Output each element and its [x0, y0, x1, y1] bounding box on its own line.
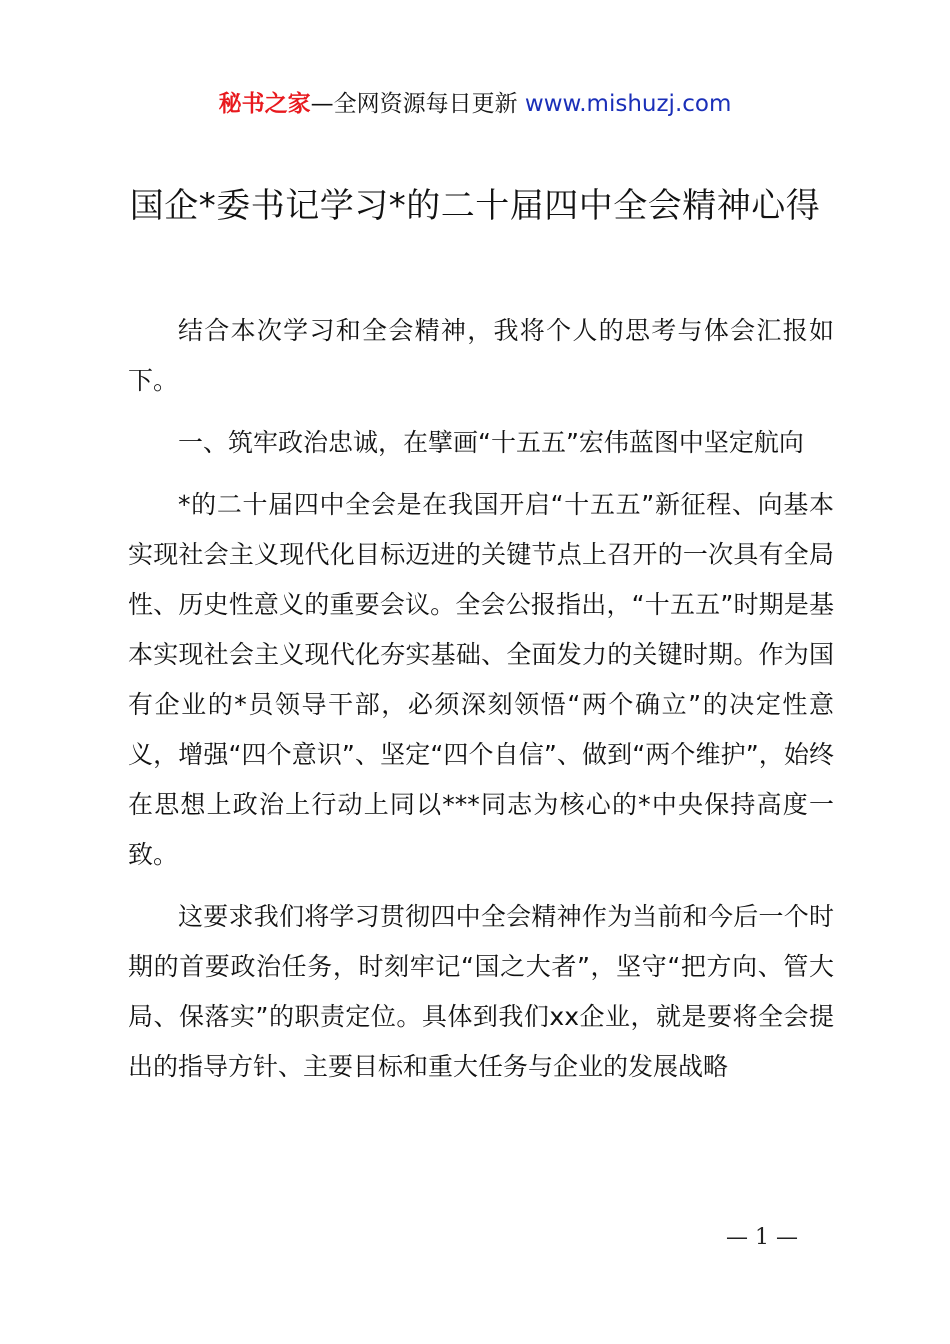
- document-title: 国企*委书记学习*的二十届四中全会精神心得: [129, 186, 821, 226]
- page-number: — 1 —: [726, 1225, 798, 1250]
- body-paragraph: 这要求我们将学习贯彻四中全会精神作为当前和今后一个时期的首要政治任务，时刻牢记“国之大者”，坚守“把方向、管大局、保落实”的职责定位。具体到我们xx企业，就是要将全会提出的指导方针、主要目标和重大任务与企业的发展战略: [128, 902, 834, 1081]
- brand-name: 秘书之家: [218, 91, 311, 117]
- site-url: www.mishuzj.com: [524, 91, 732, 117]
- body-paragraph: *的二十届四中全会是在我国开启“十五五”新征程、向基本实现社会主义现代化目标迈进的关键节点上召开的一次具有全局性、历史性意义的重要会议。全会公报指出，“十五五”时期是基本实现社会主义现代化夯实基础、全面发力的关键时期。作为国有企业的*员领导干部，必须深刻领悟“两个确立”的决定性意义，增强“四个意识”、坚定“四个自信”、做到“两个维护”，始终在思想上政治上行动上同以***同志为核心的*中央保持高度一致。: [128, 490, 834, 869]
- intro-paragraph: 结合本次学习和全会精神，我将个人的思考与体会汇报如下。: [128, 316, 834, 395]
- section-heading: 一、筑牢政治忠诚，在擘画“十五五”宏伟蓝图中坚定航向: [178, 428, 804, 457]
- document-body: [128, 306, 834, 1104]
- header-slogan: —全网资源每日更新: [310, 91, 525, 117]
- site-header: [0, 88, 950, 120]
